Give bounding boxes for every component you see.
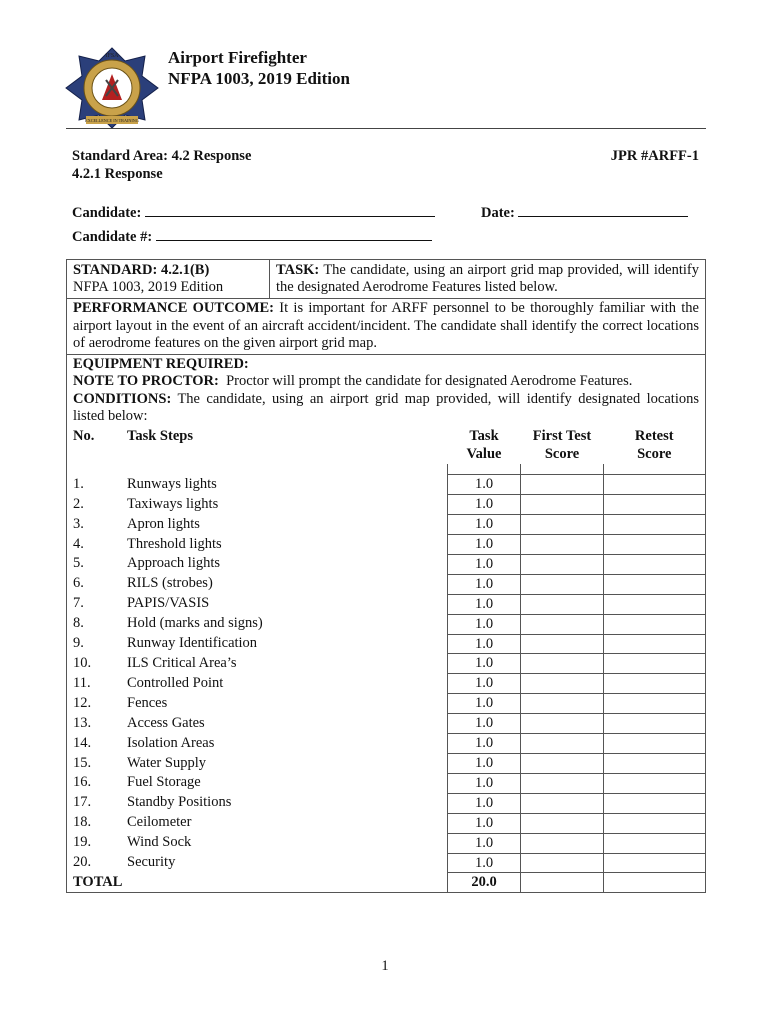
table-total-row (67, 873, 705, 892)
standard-area-header (72, 147, 699, 183)
retest-score-cell[interactable] (604, 674, 706, 694)
table-row (67, 594, 705, 614)
logo-bottom-text: EXCELLENCE IN TRAINING (85, 118, 139, 123)
total-label: TOTAL (73, 873, 123, 890)
date-blank[interactable] (518, 202, 688, 217)
equipment-label: EQUIPMENT REQUIRED: (73, 355, 249, 372)
step-number: 6. (73, 575, 84, 592)
step-name: Isolation Areas (127, 734, 215, 751)
retest-score-cell[interactable] (604, 853, 706, 873)
step-number: 20. (73, 854, 92, 871)
step-value: 1.0 (448, 495, 521, 515)
step-value: 1.0 (448, 654, 521, 674)
standard-area: Standard Area: 4.2 Response (72, 148, 252, 164)
step-value: 1.0 (448, 813, 521, 833)
table-row (67, 654, 705, 674)
candidate-number-label: Candidate #: (72, 229, 153, 245)
step-value: 1.0 (448, 853, 521, 873)
step-number: 14. (73, 734, 92, 751)
step-number: 16. (73, 774, 92, 791)
step-number: 19. (73, 834, 92, 851)
retest-score-cell[interactable] (604, 694, 706, 714)
step-value: 1.0 (448, 793, 521, 813)
col-no-header: No. (73, 427, 95, 444)
step-value: 1.0 (448, 634, 521, 654)
table-row (67, 634, 705, 654)
step-number: 8. (73, 615, 84, 632)
table-row (67, 793, 705, 813)
table-row (67, 754, 705, 774)
total-value: 20.0 (448, 873, 521, 892)
step-value: 1.0 (448, 674, 521, 694)
table-row (67, 734, 705, 754)
retest-score-cell[interactable] (604, 614, 706, 634)
table-header-gap (67, 464, 705, 475)
col-retest-header: Retest Score (634, 427, 674, 463)
retest-score-cell[interactable] (604, 734, 706, 754)
first-test-score-cell[interactable] (521, 714, 604, 734)
standard-cell (67, 260, 270, 298)
step-value: 1.0 (448, 614, 521, 634)
step-value: 1.0 (448, 734, 521, 754)
total-first-test-score[interactable] (521, 873, 604, 892)
performance-outcome (67, 299, 705, 355)
sub-area: 4.2.1 Response (72, 166, 163, 182)
conditions-text: The candidate, using an airport grid map provided, will identify designated locations listed below: (73, 390, 699, 424)
step-value: 1.0 (448, 475, 521, 495)
step-name: Runways lights (127, 475, 217, 492)
retest-score-cell[interactable] (604, 594, 706, 614)
first-test-score-cell[interactable] (521, 574, 604, 594)
page-number: 1 (381, 958, 389, 974)
step-value: 1.0 (448, 535, 521, 555)
step-number: 4. (73, 535, 84, 552)
step-name: Fences (127, 694, 168, 711)
step-value: 1.0 (448, 694, 521, 714)
step-name: Standby Positions (127, 794, 232, 811)
first-test-score-cell[interactable] (521, 674, 604, 694)
table-row (67, 535, 705, 555)
first-test-score-cell[interactable] (521, 515, 604, 535)
equipment-and-conditions (67, 355, 705, 427)
first-test-score-cell[interactable] (521, 754, 604, 774)
jpr-number: JPR #ARFF-1 (610, 148, 699, 164)
step-value: 1.0 (448, 594, 521, 614)
step-name: PAPIS/VASIS (127, 595, 210, 612)
step-name: Ceilometer (127, 814, 192, 831)
step-name: Security (127, 854, 176, 871)
retest-score-cell[interactable] (604, 554, 706, 574)
step-number: 18. (73, 814, 92, 831)
document-title (168, 47, 350, 89)
table-row (67, 773, 705, 793)
col-steps-header: Task Steps (127, 427, 193, 444)
retest-score-cell[interactable] (604, 535, 706, 555)
first-test-score-cell[interactable] (521, 594, 604, 614)
step-number: 3. (73, 515, 84, 532)
date-field[interactable] (481, 202, 688, 222)
col-value-header: Task Value (466, 427, 502, 463)
step-name: ILS Critical Area’s (127, 654, 237, 671)
step-value: 1.0 (448, 754, 521, 774)
performance-label: PERFORMANCE OUTCOME: (73, 300, 275, 316)
step-number: 13. (73, 714, 92, 731)
step-number: 1. (73, 475, 84, 492)
step-number: 9. (73, 635, 84, 652)
task-steps-table (67, 427, 705, 893)
retest-score-cell[interactable] (604, 475, 706, 495)
candidate-number-field[interactable] (72, 226, 432, 246)
first-test-score-cell[interactable] (521, 734, 604, 754)
proctor-text: Proctor will prompt the candidate for designated Aerodrome Features. (226, 373, 633, 389)
step-name: Access Gates (127, 714, 205, 731)
step-number: 15. (73, 754, 92, 771)
table-row (67, 475, 705, 495)
step-number: 11. (73, 674, 91, 691)
retest-score-cell[interactable] (604, 515, 706, 535)
step-name: Apron lights (127, 515, 200, 532)
retest-score-cell[interactable] (604, 754, 706, 774)
table-row (67, 574, 705, 594)
step-name: Fuel Storage (127, 774, 201, 791)
step-number: 10. (73, 654, 92, 671)
candidate-number-blank[interactable] (156, 226, 432, 241)
step-value: 1.0 (448, 554, 521, 574)
table-row (67, 833, 705, 853)
step-name: Runway Identification (127, 635, 258, 652)
table-row (67, 554, 705, 574)
first-test-score-cell[interactable] (521, 654, 604, 674)
performance-text: It is important for ARFF personnel to be thoroughly familiar with the airport layout in the event of an aircraft accident/incident. The candidate shall identify the correct locations of aerodrome features on the given airport grid map. (73, 300, 699, 351)
candidate-label: Candidate: (72, 205, 142, 221)
first-test-score-cell[interactable] (521, 495, 604, 515)
step-name: Threshold lights (127, 535, 222, 552)
total-retest-score[interactable] (604, 873, 706, 892)
table-row (67, 495, 705, 515)
retest-score-cell[interactable] (604, 793, 706, 813)
retest-score-cell[interactable] (604, 833, 706, 853)
header-divider (66, 128, 706, 129)
table-row (67, 674, 705, 694)
step-number: 2. (73, 495, 84, 512)
step-value: 1.0 (448, 833, 521, 853)
step-number: 7. (73, 595, 84, 612)
first-test-score-cell[interactable] (521, 773, 604, 793)
logo-top-text: IFSA (105, 53, 119, 59)
step-name: Water Supply (127, 754, 206, 771)
standard-label: STANDARD: 4.2.1(B) (73, 262, 210, 278)
title-line-1: Airport Firefighter (168, 48, 307, 67)
title-line-2: NFPA 1003, 2019 Edition (168, 69, 350, 88)
first-test-score-cell[interactable] (521, 554, 604, 574)
table-row (67, 853, 705, 873)
table-row (67, 614, 705, 634)
proctor-label: NOTE TO PROCTOR: (73, 373, 219, 389)
first-test-score-cell[interactable] (521, 694, 604, 714)
first-test-score-cell[interactable] (521, 853, 604, 873)
table-header-row (67, 427, 705, 465)
first-test-score-cell[interactable] (521, 475, 604, 495)
first-test-score-cell[interactable] (521, 833, 604, 853)
step-name: Controlled Point (127, 674, 224, 691)
retest-score-cell[interactable] (604, 714, 706, 734)
table-row (67, 515, 705, 535)
date-label: Date: (481, 205, 515, 221)
standard-task-row (67, 260, 705, 299)
step-name: Taxiways lights (127, 495, 219, 512)
step-name: Wind Sock (127, 834, 192, 851)
accreditation-seal-logo (62, 44, 162, 128)
first-test-score-cell[interactable] (521, 793, 604, 813)
table-row (67, 813, 705, 833)
jpr-form-box (66, 259, 706, 893)
step-value: 1.0 (448, 714, 521, 734)
retest-score-cell[interactable] (604, 634, 706, 654)
standard-edition: NFPA 1003, 2019 Edition (73, 279, 224, 295)
table-row (67, 694, 705, 714)
conditions-label: CONDITIONS: (73, 390, 172, 407)
retest-score-cell[interactable] (604, 495, 706, 515)
step-name: RILS (strobes) (127, 575, 213, 592)
first-test-score-cell[interactable] (521, 535, 604, 555)
table-row (67, 714, 705, 734)
task-label: TASK: (276, 262, 320, 278)
step-value: 1.0 (448, 574, 521, 594)
step-value: 1.0 (448, 515, 521, 535)
task-cell (270, 260, 705, 298)
candidate-blank[interactable] (145, 202, 435, 217)
step-number: 5. (73, 555, 84, 572)
step-number: 17. (73, 794, 92, 811)
candidate-field[interactable] (72, 202, 435, 222)
step-name: Hold (marks and signs) (127, 615, 263, 632)
first-test-score-cell[interactable] (521, 614, 604, 634)
task-text: The candidate, using an airport grid map provided, will identify the designated Aerodrome Features listed below. (276, 262, 699, 295)
retest-score-cell[interactable] (604, 813, 706, 833)
first-test-score-cell[interactable] (521, 813, 604, 833)
retest-score-cell[interactable] (604, 773, 706, 793)
retest-score-cell[interactable] (604, 654, 706, 674)
step-value: 1.0 (448, 773, 521, 793)
first-test-score-cell[interactable] (521, 634, 604, 654)
col-first-test-header: First Test Score (532, 427, 592, 463)
step-number: 12. (73, 694, 92, 711)
step-name: Approach lights (127, 555, 221, 572)
retest-score-cell[interactable] (604, 574, 706, 594)
